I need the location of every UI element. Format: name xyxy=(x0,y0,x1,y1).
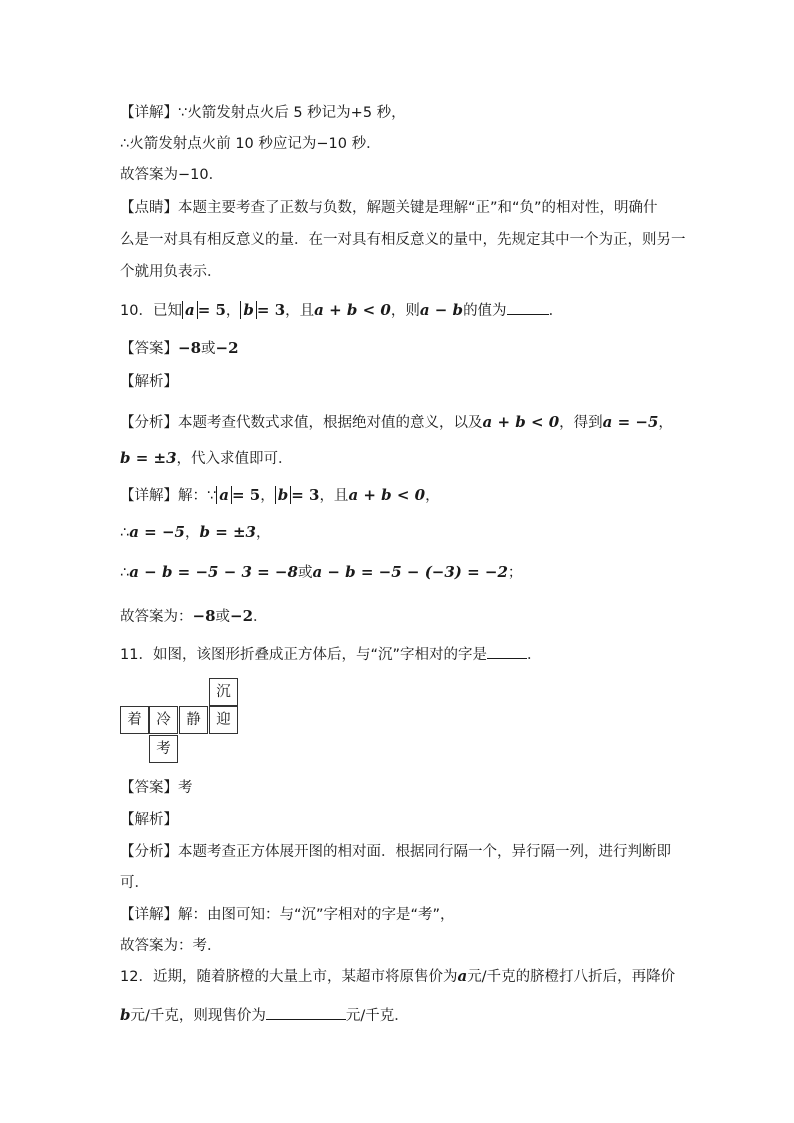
q10-step1-b: b = ±3 xyxy=(199,523,256,541)
q10-analysis-line1 xyxy=(120,412,673,433)
q10-end: ． xyxy=(548,303,564,319)
q11-question xyxy=(120,644,541,665)
q12-text-post: 元/千克的脐橙打八折后，再降价 xyxy=(467,969,676,985)
q12-var-b: b xyxy=(120,1006,131,1024)
q10-analysis-get: ，得到 xyxy=(559,415,603,431)
q10-analysis-text: 【分析】本题考查代数式求值，根据绝对值的意义，以及 xyxy=(120,415,483,431)
q10-analysis-comma: ， xyxy=(658,415,673,431)
q10-step2-or: 或 xyxy=(297,565,313,581)
q10-step1 xyxy=(120,522,271,543)
q10-detail-label: 【详解】解：∵ xyxy=(120,488,217,504)
q10-step1-a: a = −5 xyxy=(129,523,185,541)
q10-analysis-condition: a + b < 0 xyxy=(482,413,560,431)
q10-sep: ， xyxy=(225,303,241,319)
q10-analysis-a: a = −5 xyxy=(602,413,659,431)
q12-line1 xyxy=(120,966,675,987)
q10-final-end: ． xyxy=(253,609,268,625)
q10-step1-therefore: ∴ xyxy=(120,525,130,541)
q11-question-end: ． xyxy=(526,647,542,663)
q11-analysis-line1: 【分析】本题考查正方体展开图的相对面．根据同行隔一个，异行隔一列，进行判断即 xyxy=(120,844,671,860)
q9-comment-line2: 么是一对具有相反意义的量．在一对具有相反意义的量中，先规定其中一个为正，则另一 xyxy=(120,232,686,248)
q10-step1-end: ， xyxy=(256,525,271,541)
q10-detail-eq3: = 3 xyxy=(291,486,320,504)
net-cell-top: 沉 xyxy=(209,678,238,706)
q10-question xyxy=(120,300,563,321)
q9-comment-line1: 【点睛】本题主要考查了正数与负数，解题关键是理解“正”和“负”的相对性，明确什 xyxy=(120,200,658,216)
q10-final xyxy=(120,606,268,627)
q10-expression: a − b xyxy=(419,301,464,319)
q10-step2-expr1: a − b = −5 − 3 = −8 xyxy=(129,563,298,581)
q10-answer-value1: −8 xyxy=(178,339,202,357)
q12-answer-blank xyxy=(266,1005,346,1020)
q11-answer-value: 考 xyxy=(178,780,193,796)
q10-detail-eq5: = 5 xyxy=(231,486,261,504)
q12-text-pre: 12．近期，随着脐橙的大量上市，某超市将原售价为 xyxy=(120,969,458,985)
q10-prefix: 10．已知 xyxy=(120,303,182,319)
q10-detail-abs-a: a xyxy=(216,486,232,504)
net-cell-bottom: 考 xyxy=(149,735,178,763)
q11-answer-label: 【答案】 xyxy=(120,780,178,796)
q10-answer-label: 【答案】 xyxy=(120,341,178,357)
q9-detail-line1: 【详解】∵火箭发射点火后 5 秒记为+5 秒， xyxy=(120,105,406,121)
q10-step2-therefore: ∴ xyxy=(120,565,130,581)
net-cell-row4: 迎 xyxy=(209,706,238,734)
q10-step2-end: ； xyxy=(507,565,523,581)
q10-analysis-label: 【解析】 xyxy=(120,374,178,390)
q10-detail-condition: a + b < 0 xyxy=(348,486,426,504)
q10-answer-blank xyxy=(507,300,549,315)
q12-text-end: 元/千克． xyxy=(345,1008,409,1024)
net-cell-row2: 冷 xyxy=(149,706,178,734)
q10-detail-and: ，且 xyxy=(319,488,349,504)
q10-step2-expr2: a − b = −5 − (−3) = −2 xyxy=(312,563,508,581)
q9-comment-line3: 个就用负表示． xyxy=(120,264,222,280)
q10-final-or: 或 xyxy=(215,609,231,625)
q10-detail-end: ， xyxy=(425,488,440,504)
q10-then: ，则 xyxy=(390,303,420,319)
q10-abs-b: b xyxy=(240,301,257,319)
q12-var-a: a xyxy=(457,967,468,985)
q10-condition: a + b < 0 xyxy=(314,301,391,319)
q10-eq5: = 5 xyxy=(197,301,226,319)
q11-answer xyxy=(120,778,193,798)
q10-detail-sep: ， xyxy=(260,488,275,504)
q10-final-value1: −8 xyxy=(192,607,216,625)
q10-analysis-line2 xyxy=(120,448,293,469)
q11-detail: 【详解】解：由图可知：与“沉”字相对的字是“考”， xyxy=(120,907,455,923)
net-cell-row1: 着 xyxy=(120,706,149,734)
q10-abs-a: a xyxy=(182,301,198,319)
q10-answer-value2: −2 xyxy=(215,339,239,357)
q9-detail-line3: 故答案为−10． xyxy=(120,167,224,183)
q10-answer xyxy=(120,338,239,359)
q11-analysis-label: 【解析】 xyxy=(120,812,178,828)
q9-detail-line2: ∴火箭发射点火前 10 秒应记为−10 秒． xyxy=(120,136,381,152)
q10-step2 xyxy=(120,562,522,583)
net-cell-row3: 静 xyxy=(179,706,208,734)
q10-step1-sep: ， xyxy=(184,525,200,541)
q10-detail-line1 xyxy=(120,485,440,506)
q10-and: ，且 xyxy=(285,303,315,319)
q11-question-text: 11．如图，该图形折叠成正方体后，与“沉”字相对的字是 xyxy=(120,647,487,663)
q11-analysis-line2: 可． xyxy=(120,875,149,891)
q10-eq3: = 3 xyxy=(256,301,286,319)
q11-answer-blank xyxy=(487,644,527,659)
cube-net-figure xyxy=(120,678,244,766)
q12-text-mid: 元/千克，则现售价为 xyxy=(130,1008,266,1024)
q10-answer-or: 或 xyxy=(201,341,216,357)
q10-analysis-tail: ，代入求值即可． xyxy=(176,451,293,467)
q10-detail-abs-b: b xyxy=(275,486,292,504)
q12-line2 xyxy=(120,1005,409,1026)
q11-final: 故答案为：考． xyxy=(120,938,222,954)
q10-final-label: 故答案为： xyxy=(120,609,193,625)
q10-final-value2: −2 xyxy=(230,607,254,625)
q10-suffix: 的值为 xyxy=(463,303,507,319)
q10-analysis-b: b = ±3 xyxy=(120,449,177,467)
